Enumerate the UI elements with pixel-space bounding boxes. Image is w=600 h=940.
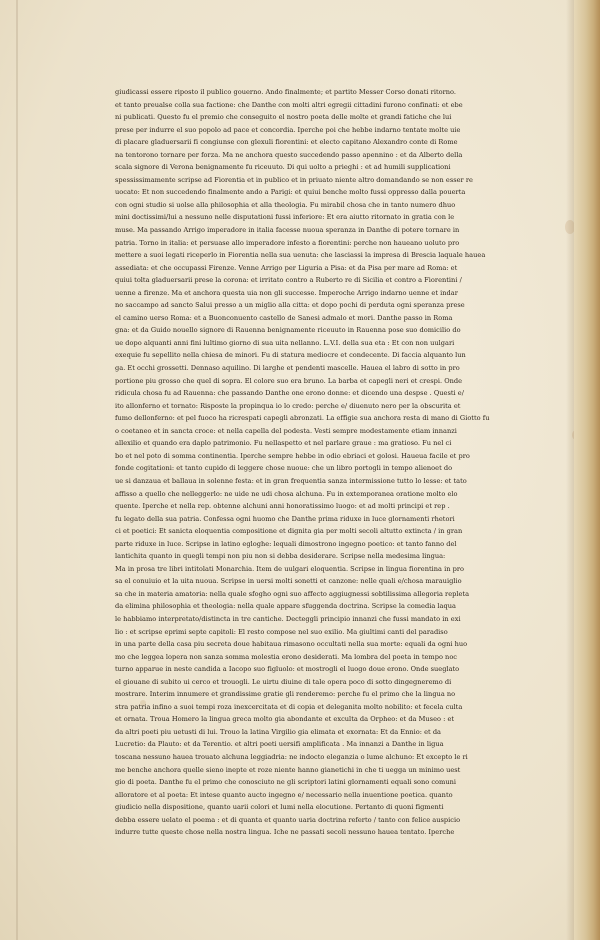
text-line: ue si danzaua et ballaua in solenne festa: et in gran frequentia sanza intermissione tutto lo lesse: et tato: [115, 476, 467, 485]
text-line: uenne a firenze. Ma et anchora questa uia non gli successe. Imperoche Arrigo indarno uenne et indar: [115, 288, 458, 297]
text-line: mettere a suoi legati riceperlo in Fiorentia nella sua uenuta: che lasciassi la impresa di Brescia laquale hauea: [115, 251, 486, 260]
text-line: turno apparue in neste candida a Iacopo suo figluolo: et mostrogli el luogo doue erono. Onde sueglato: [115, 665, 460, 674]
text-line: fonde cogitationi: et tanto cupido di leggere chose nuoue: che un libro portogli in tempo alienoet do: [115, 464, 453, 473]
text-line: gna: et da Guido nouello signore di Rauenna benignamente riceuuto in Rauenna pose suo domicilio do: [115, 326, 461, 335]
text-line: giudicio nella dispositione, quanto uarii colori et lumi nella elocutione. Pertanto di quoni figmenti: [115, 803, 444, 812]
text-line: stra patria infino a suoi tempi roza inexcercitata et di copia et deleganita molto nobilito: et fecela culta: [115, 702, 463, 711]
text-line: indurre tutte queste chose nella nostra lingua. Iche ne passati secoli nessuno hauea tentato. Iperche: [115, 828, 455, 837]
text-line: ga. Et occhi grossetti. Dennaso aquilino. Di larghe et pendenti mascelle. Hauea el labro di sotto in pro: [115, 364, 460, 373]
text-line: el camino uerso Roma: et a Buonconuento castello de Sanesi admalo et mori. Danthe passo in Roma: [115, 313, 453, 322]
text-line: ridicula chosa fu ad Rauenna: che passando Danthe one erono donne: et dicendo una despse . Questi e/: [115, 389, 464, 398]
text-line: alloratore et al poeta: Et intese quanto aucto ingegno e/ necessario nella inuentione poetica. quanto: [115, 790, 453, 799]
text-line: ni publicati. Questo fu el premio che conseguito el nostro poeta delle molte et grandi fatiche che lui: [115, 113, 452, 122]
text-line: debba essere uelato el poema : et di quanta et quanto uaria doctrina referto / tanto con felice auspicio: [115, 815, 461, 824]
text-line: me benche anchora quelle sieno inepte et roze niente hanno gianetichi in che ti uegga un minimo uest: [115, 765, 461, 774]
incunable-text-block: [115, 86, 513, 839]
text-line: affisso a quello che nelleggerlo: ne uide ne udi chosa alchuna. Fu in extemporanea oratione molto elo: [115, 489, 458, 498]
text-line: fu legato della sua patria. Confessa ogni huomo che Danthe prima riduxe in luce glornamenti rhetori: [115, 514, 455, 523]
text-line: bo et nel poto di somma continentia. Iperche sempre hebbe in odio ebriaci et golosi. Haueua facile et pro: [115, 451, 470, 460]
text-line: et tanto preualse colla sua factione: che Danthe con molti altri egregii cittadini furono confinati: et ebe: [115, 100, 463, 109]
text-line: lio : et scripse eprimi septe capitoli: El resto compose nel suo exilio. Ma giultimi canti del paradiso: [115, 627, 448, 636]
text-line: o coetaneo et in sancta croce: et nella capella del podesta. Vesti sempre modestamente etiam innanzi: [115, 426, 457, 435]
text-line: exequie fu sepellito nella chiesa de minori. Fu di statura mediocre et condecente. Di faccia alquanto lun: [115, 351, 466, 360]
text-line: spessissimamente scripse ad Fiorentia et in publico et in priuato niente altro domandando se non esser re: [115, 175, 473, 184]
text-line: da altri poeti piu uetusti di lui. Trouo la latina Virgilio gia elimata et exornata: Et da Ennio: et da: [115, 727, 442, 736]
text-line: giudicassi essere riposto il publico gouerno. Ando finalmente; et partito Messer Corso donati ritorno.: [115, 88, 457, 96]
text-line: lantichita quanto in quegli tempi non piu non si debba desiderare. Scripse nella medesima lingua:: [115, 552, 446, 561]
text-line: in una parte della casa piu secreta doue habitaua rimasono occultati nella sua morte: equali da ogni huo: [115, 640, 468, 649]
text-line: et ornata. Troua Homero la lingua greca molto gia abondante et exculta da Orpheo: et da Museo : et: [115, 715, 455, 724]
text-line: quente. Iperche et nella rep. obtenne alchuni anni honoratissimo luogo: et ad molti principi et rep .: [115, 502, 450, 511]
text-line: con ogni studio si uolse alla philosophia et alla theologia. Fu mirabil chosa che in tanto numero dhuo: [115, 200, 456, 209]
text-line: ito allonferno et tornato: Risposte la propinqua io lo credo: perche e/ diuenuto nero per la obscurita et: [115, 401, 461, 410]
spine-fold: [566, 0, 574, 940]
text-line: patria. Torno in italia: et persuase allo imperadore infesto a fiorentini: perche non haueano uoluto pro: [115, 238, 460, 247]
text-line: mini doctissimi/lui a nessuno nelle disputationi fussi inferiore: Et era aiutto ritornato in gratia con le: [115, 213, 455, 222]
book-spine: [574, 0, 600, 940]
text-line: uocato: Et non succedendo finalmente ando a Parigi: et quiui benche molto fussi oppresso dalla pouerta: [115, 188, 466, 197]
text-line: da elimina philosophia et theologia: nella quale appare sfuggenda doctrina. Scripse la comedia laqua: [115, 602, 456, 611]
text-line: el giouane di subito ui cerco et trouogli. Le uirtu diuine di tale opera poco di sotto dingegneremo di: [115, 677, 452, 686]
text-line: no saccampo ad sancto Salui presso a un miglio alla citta: et dopo pochi di perduta ogni speranza prese: [115, 301, 465, 310]
text-line: ue dopo alquanti anni fini lultimo giorno di sua uita nellanno. L.V.I. della sua eta : Et con non uulgari: [115, 338, 455, 347]
text-line: portione piu grosso che quel di sopra. El colore suo era bruno. La barba et capegli neri et crespi. Onde: [115, 376, 463, 385]
text-line: parte riduxe in luce. Scripse in latino egloghe: lequali dimostrono ingegno poetico: et tanto fanno del: [115, 539, 457, 548]
text-line: quiui tolta gladuersarii prese la corona: et irritato contro a Ruberto re di Sicilia et contro a Fiorentini /: [115, 276, 462, 285]
text-line: mostrare. Interim innumere et grandissime gratie gli renderemo: perche fu el primo che la lingua no: [115, 690, 456, 699]
gutter-shadow: [16, 0, 18, 940]
text-line: sa el conuiuio et la uita nuoua. Scripse in uersi molti sonetti et canzone: nelle quali e/chosa marauiglio: [115, 577, 462, 586]
text-line: ci et poetici: Et sanicta eloquentia compositione et dignita gia per molti secoli altutto extincta / in gran: [115, 527, 463, 536]
text-line: allexilio et quando era daplo patrimonio. Fu nellaspetto et nel parlare graue : ma gratioso. Fu nel ci: [115, 439, 452, 448]
text-line: assediata: et che occupassi Firenze. Venne Arrigo per Liguria a Pisa: et da Pisa per mare ad Roma: et: [115, 263, 458, 272]
text-line: sa che in materia amatoria: nella quale sfogho ogni suo affecto aggiugnessi sobtilissima allegoria repleta: [115, 589, 470, 598]
text-line: Lucretio: da Plauto: et da Terentio. et altri poeti uersifi amplificata . Ma innanzi a Danthe in ligua: [115, 740, 444, 749]
text-line: di placare gladuersarii fi congiunse con glexuli fiorentini: et electo capitano Alexandro conte di Rome: [115, 138, 458, 147]
text-line: fumo dellonferno: et pel fuoco ha ricrespati capegli abronzati. La effigie sua anchora resta di mano di Giotto fu: [115, 414, 490, 423]
text-line: gio di poeta. Danthe fu el primo che conosciuto ne gli scriptori latini glornamenti equali sono comuni: [115, 778, 456, 787]
text-line: le habbiamo interpretato/distincta in tre cantiche. Decteggli principio innanzi che fussi mandato in exi: [115, 614, 461, 623]
text-line: na tentorono tornare per forza. Ma ne anchora questo succedendo passo apennino : et da Alberto della: [115, 150, 463, 159]
text-line: mo che leggea lopera non sanza somma molestia erono desiderati. Ma lombra del poeta in tempo noc: [115, 652, 458, 661]
text-line: scala signore di Verona benignamente fu riceuuto. Di qui uolto a prieghi : et ad humili supplicationi: [115, 163, 451, 172]
text-line: prese per indurre el suo popolo ad pace et concordia. Iperche poi che hebbe indarno tentate molte uie: [115, 125, 461, 134]
text-line: toscana nessuno hauea trouato alchuna leggiadria: ne indocto eleganzia o lume alchuno: Et excepto le ri: [115, 752, 468, 761]
text-line: muse. Ma passando Arrigo imperadore in italia facesse nuoua speranza in Danthe di potere tornare in: [115, 226, 460, 235]
text-line: Ma in prosa tre libri intitolati Monarchia. Item de uulgari eloquentia. Scripse in lingua fiorentina in pro: [115, 564, 465, 573]
